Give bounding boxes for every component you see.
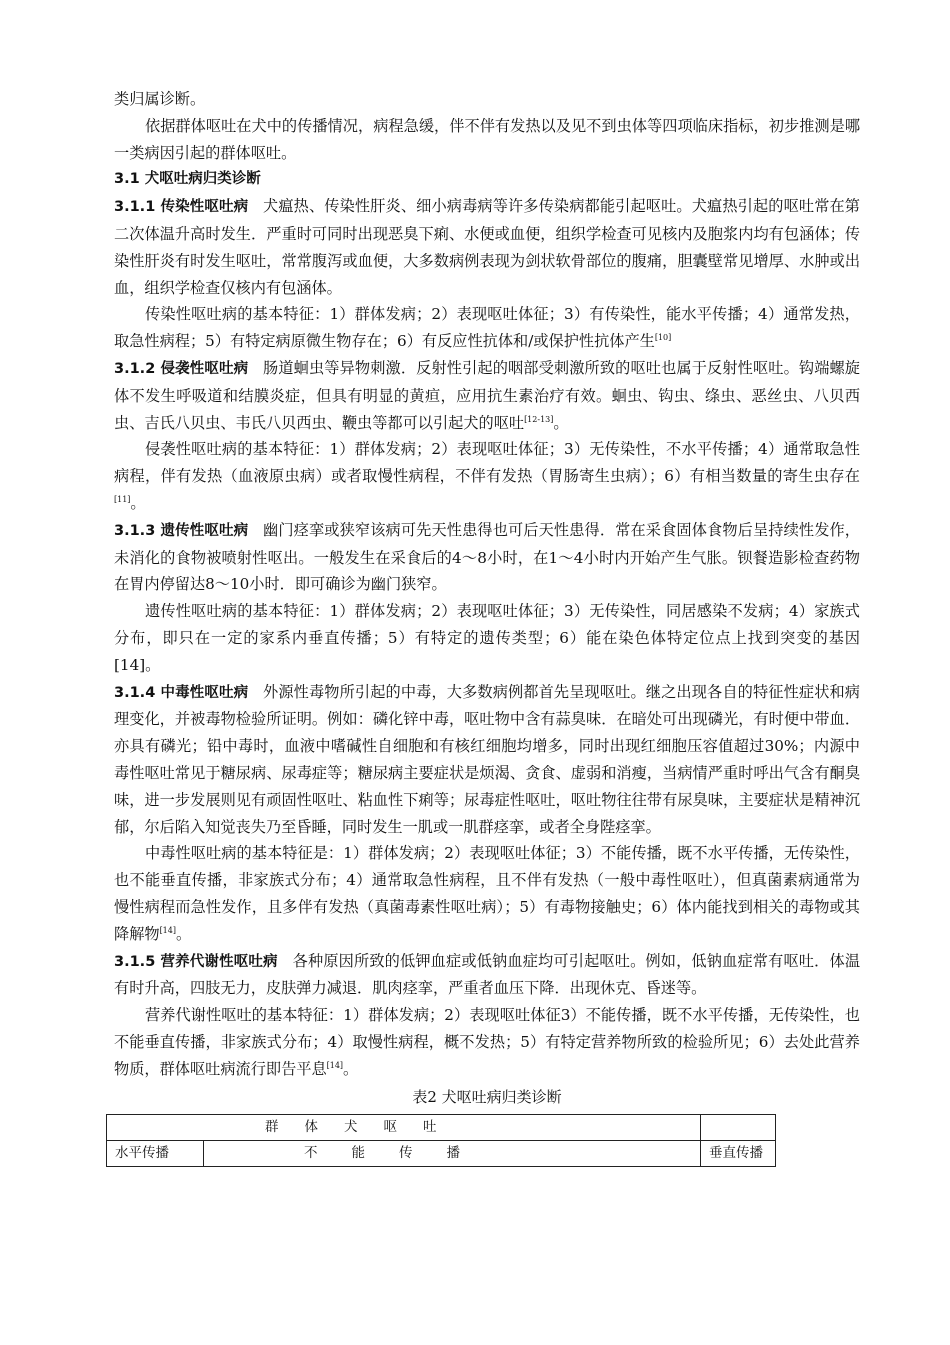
table-header-text: 群体犬呕吐 — [265, 1119, 463, 1136]
section-title-3-1-3: 3.1.3 遗传性呕吐病 — [114, 522, 249, 539]
table-row — [107, 1141, 776, 1167]
section-heading-3-1: 3.1 犬呕吐病归类诊断 — [114, 171, 261, 188]
section-3-1-5 — [114, 948, 860, 1003]
punctuation: 。 — [130, 493, 146, 512]
section-title-3-1-5: 3.1.5 营养代谢性呕吐病 — [114, 953, 278, 970]
table-cell-horizontal: 水平传播 — [107, 1141, 204, 1167]
features-3-1-4 — [114, 840, 860, 947]
section-title-3-1-4: 3.1.4 中毒性呕吐病 — [114, 684, 249, 701]
table-row — [107, 1115, 776, 1141]
section-title-3-1-1: 3.1.1 传染性呕吐病 — [114, 199, 249, 216]
features-text: 传染性呕吐病的基本特征：1）群体发病；2）表现呕吐体征；3）有传染性，能水平传播；4）通常发热，取急性病程；5）有特定病原微生物存在；6）有反应性抗体和/或保护性抗体产生 — [114, 305, 860, 351]
features-3-1-1 — [114, 301, 860, 355]
citation: [14] — [159, 925, 176, 935]
table-cell-text: 不能传播 — [304, 1145, 494, 1162]
table-cell-no-spread — [204, 1141, 701, 1167]
table-header-empty-cell — [701, 1115, 776, 1141]
table-caption: 表2 犬呕吐病归类诊断 — [412, 1088, 562, 1107]
intro-paragraph: 依据群体呕吐在犬中的传播情况，病程急缓，伴不伴有发热以及见不到虫体等四项临床指标，初步推测是哪一类病因引起的群体呕吐。 — [114, 116, 860, 162]
citation: [11] — [114, 494, 131, 504]
intro-tail: 类归属诊断。 — [114, 90, 206, 108]
features-text: 中毒性呕吐病的基本特征是：1）群体发病；2）表现呕吐体征；3）不能传播，既不水平传播，无传染性，也不能垂直传播，非家族式分布；4）通常取急性病程，且不伴有发热（一般中毒性呕吐），但真菌素病通常为慢性病程而急性发作，且多伴有发热（真菌毒素性呕吐病）；5）有毒物接触史；6）体内能找到相关的毒物或其降解物 — [114, 844, 860, 943]
features-text: 营养代谢性呕吐的基本特征：1）群体发病；2）表现呕吐体征3）不能传播，既不水平传播，无传染性，也不能垂直传播，非家族式分布；4）取慢性病程，概不发热；5）有特定营养物所致的检验所见；6）去处此营养物质，群体呕吐病流行即告平息 — [114, 1006, 860, 1078]
features-3-1-5 — [114, 1002, 860, 1082]
citation: [14] — [326, 1060, 344, 1070]
section-body-3-1-3: 幽门痉挛或狭窄该病可先天性患得也可后天性患得．常在采食固体食物后呈持续性发作，未消化的食物被喷射性呕出。一般发生在采食后的4～8小时，在1～4小时内开始产生气胀。钡餐造影检查药物在胃内停留达8～10小时．即可确诊为幽门狭窄。 — [114, 520, 860, 594]
document-body — [114, 86, 860, 1167]
features-text: 侵袭性呕吐病的基本特征：1）群体发病；2）表现呕吐体征；3）无传染性，不水平传播；4）通常取急性病程，伴有发热（血液原虫病）或者取慢性病程，不伴有发热（胃肠寄生虫病）；6）有相当数量的寄生虫存在 — [114, 440, 860, 486]
citation: [12-13] — [524, 414, 554, 424]
section-body-3-1-1: 犬瘟热、传染性肝炎、细小病毒病等许多传染病都能引起呕吐。犬瘟热引起的呕吐常在第二次体温升高时发生．严重时可同时出现恶臭下痢、水便或血便，组织学检查可见核内及胞浆内均有包涵体；传染性肝炎有时发生呕吐，常常腹泻或血便，大多数病例表现为剑状软骨部位的腹痛，胆囊壁常见增厚、水肿或出血，组织学检查仅核内有包涵体。 — [114, 197, 860, 297]
table-header-cell — [107, 1115, 701, 1141]
section-body-3-1-5: 各种原因所致的低钾血症或低钠血症均可引起呕吐。例如，低钠血症常有呕吐．体温有时升高，四肢无力，皮肤弹力减退．肌肉痉挛，严重者血压下降．出现休克、昏迷等。 — [114, 951, 861, 998]
punctuation: 。 — [343, 1059, 359, 1078]
section-3-1-4 — [114, 679, 860, 841]
classification-table — [106, 1114, 776, 1167]
section-body-3-1-4: 外源性毒物所引起的中毒，大多数病例都首先呈现呕吐。继之出现各自的特征性症状和病理变化，并被毒物检验所证明。例如：磷化锌中毒，呕吐物中含有蒜臭味．在暗处可出现磷光，有时便中带血．亦具有磷光；铅中毒时，血液中嗜碱性自细胞和有核红细胞均增多，同时出现红细胞压容值超过30%；内源中毒性呕吐常见于糖尿病、尿毒症等；糖尿病主要症状是烦渴、贪食、虚弱和消瘦，当病情严重时呼出气含有酮臭味，进一步发展则见有顽固性呕吐、粘血性下痢等；尿毒症性呕吐，呕吐物往往带有尿臭味，主要症状是精神沉郁，尔后陷入知觉丧失乃至昏睡，同时发生一肌或一肌群痉挛，或者全身陛痉挛。 — [114, 682, 860, 836]
section-body-3-1-2: 肠道蛔虫等异物刺激．反射性引起的咽部受刺激所致的呕吐也属于反射性呕吐。钩端螺旋体不发生呼吸道和结膜炎症，但具有明显的黄疸，应用抗生素治疗有效。蛔虫、钩虫、绦虫、恶丝虫、八贝西虫、吉氏八贝虫、韦氏八贝西虫、鞭虫等都可以引起犬的呕吐 — [114, 358, 860, 432]
section-title-3-1-2: 3.1.2 侵袭性呕吐病 — [114, 360, 249, 377]
punctuation: 。 — [175, 924, 192, 943]
features-3-1-2 — [114, 436, 860, 516]
punctuation: 。 — [553, 413, 569, 432]
table-cell-vertical: 垂直传播 — [701, 1141, 776, 1167]
section-3-1-2 — [114, 355, 860, 436]
citation: [10] — [654, 333, 672, 343]
features-3-1-3: 遗传性呕吐病的基本特征：1）群体发病；2）表现呕吐体征；3）无传染性，同居感染不发病；4）家族式分布，即只在一定的家系内垂直传播；5）有特定的遗传类型；6）能在染色体特定位点上找到突变的基因[14]。 — [114, 602, 860, 674]
section-3-1-1 — [114, 193, 860, 301]
section-3-1-3 — [114, 517, 860, 598]
